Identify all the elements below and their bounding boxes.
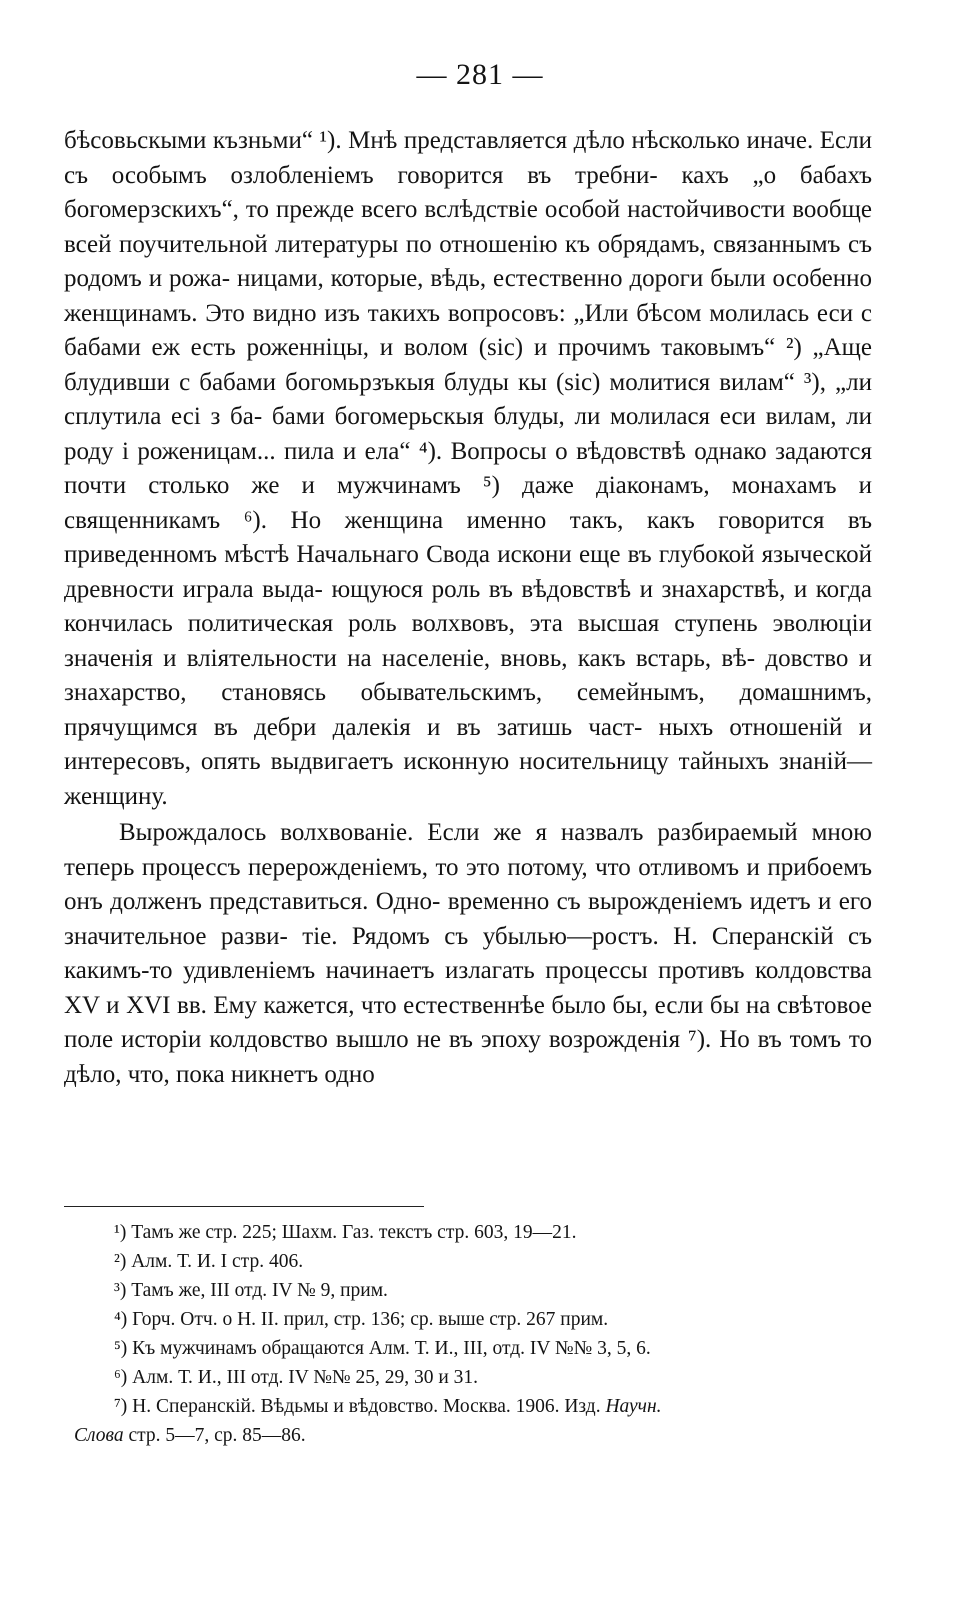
- text-line: тіе. Рядомъ съ убылью—ростъ. Н. Сперанскій съ какимъ-то: [64, 922, 873, 984]
- text-line: молилась еси с бабами еж есть роженніцы, и волом (sic) и: [64, 299, 872, 361]
- text-line: особой настойчивости вообще всей поучительной литературы: [64, 196, 873, 258]
- text-line: кахъ „о бабахъ богомерзскихъ“, то прежде всего вслѣдствіе: [64, 161, 873, 223]
- text-line: временно съ вырожденіемъ идетъ и его значительное разви-: [64, 888, 872, 950]
- footnote-3: [74, 1276, 874, 1305]
- footnote-text: Тамъ же, III отд. IV № 9, прим.: [131, 1280, 388, 1301]
- footnote-text: Н. Сперанскій. Вѣдьмы и вѣдовство. Москва. 1906. Изд.: [132, 1396, 601, 1417]
- text-line: ющуюся роль въ вѣдовствѣ и знахарствѣ, и когда кончилась: [64, 575, 872, 637]
- footnote-italic-title: Слова: [74, 1425, 124, 1446]
- footnote-2: [74, 1247, 874, 1276]
- text-line: женщинамъ. Это видно изъ такихъ вопросовъ: „Или бѣсом: [64, 299, 702, 327]
- text-line: возрожденія ⁷). Но въ томъ то дѣло, что, пока никнетъ одно: [64, 1026, 873, 1088]
- paragraph-2: [64, 816, 872, 1092]
- text-line: носительницу тайныхъ знаній—женщину.: [64, 748, 872, 810]
- footnote-mark: ³): [114, 1280, 127, 1301]
- footnote-mark: ¹): [114, 1222, 127, 1243]
- main-text: [64, 124, 872, 1092]
- text-line: довство и знахарство, становясь обывательскимъ, семейнымъ,: [64, 644, 873, 706]
- text-line: і роженицам... пила и ела“ ⁴). Вопросы о вѣдовствѣ однако: [121, 437, 767, 465]
- text-line: иначе. Если съ особымъ озлобленіемъ говорится въ требни-: [64, 127, 873, 189]
- text-line: значенія и вліятельности на населеніе, вновь, какъ встарь, вѣ-: [64, 644, 756, 672]
- footnote-4: [74, 1305, 874, 1334]
- text-line: ныхъ отношеній и интересовъ, опять выдвигаетъ исконную: [64, 713, 873, 775]
- text-line: мною теперь процессъ перерожденіемъ, то это потому,: [64, 819, 872, 881]
- text-line: бѣсовьскыми къзньми“ ¹). Мнѣ представляется дѣло нѣсколько: [64, 127, 740, 154]
- footnote-mark: ²): [114, 1251, 127, 1272]
- text-line: блуды кы (sic) молитися вилам“ ³), „ли сплутила есі з ба-: [64, 368, 872, 430]
- text-line: задаются почти столько же и мужчинамъ ⁵) даже діаконамъ,: [64, 437, 873, 499]
- text-line: какъ говорится въ приведенномъ мѣстѣ Начальнаго Свода: [64, 506, 872, 568]
- footnote-mark: ⁵): [114, 1338, 128, 1359]
- footnote-mark: ⁶): [114, 1367, 128, 1388]
- text-line: домашнимъ, прячущимся въ дебри далекія и въ затишь част-: [64, 679, 873, 741]
- text-line: XV и XVI вв. Ему кажется, что естественнѣе было бы, если: [64, 991, 704, 1019]
- text-line: по отношенію къ обрядамъ, связаннымъ съ родомъ и рожа-: [64, 230, 872, 292]
- text-line: искони еще въ глубокой языческой древности играла выда-: [64, 541, 872, 603]
- footnote-text: Тамъ же стр. 225; Шахм. Газ. текстъ стр. 603, 19—21.: [131, 1222, 577, 1243]
- footnote-text: Алм. Т. И. I стр. 406.: [131, 1251, 304, 1272]
- footnote-text: Горч. Отч. о Н. II. прил, стр. 136; ср. выше стр. 267 прим.: [132, 1309, 609, 1330]
- footnote-5: [74, 1334, 874, 1363]
- footnote-text: Къ мужчинамъ обращаются Алм. Т. И., III, отд. IV №№ 3, 5, 6.: [132, 1338, 651, 1359]
- footnote-6: [74, 1363, 874, 1392]
- text-line: прочимъ таковымъ“ ²) „Аще блудивши с бабами богомьрзъкыя: [64, 334, 872, 396]
- footnote-text: Алм. Т. И., III отд. IV №№ 25, 29, 30 и 31.: [132, 1367, 479, 1388]
- footnote-divider: [64, 1206, 424, 1207]
- footnote-italic-title: Научн.: [605, 1396, 662, 1417]
- footnote-7: [74, 1392, 874, 1421]
- text-line: монахамъ и священникамъ ⁶). Но женщина именно такъ,: [64, 472, 872, 534]
- footnote-mark: ⁴): [114, 1309, 128, 1330]
- text-line: что отливомъ и прибоемъ онъ долженъ представиться. Одно-: [64, 853, 872, 915]
- page-number: — 281 —: [416, 58, 544, 91]
- footnote-text: стр. 5—7, ср. 85—86.: [123, 1425, 306, 1446]
- footnotes: [74, 1218, 874, 1450]
- footnote-mark: ⁷): [114, 1396, 128, 1417]
- text-line: бами богомерьскыя блуды, ли молилася еси вилам, ли роду: [64, 403, 872, 465]
- text-line: Вырождалось волхвованіе. Если же я назвалъ разбираемый: [119, 819, 798, 846]
- footnote-7-continuation: [74, 1421, 874, 1450]
- paragraph-1: [64, 124, 872, 814]
- text-line: политическая роль волхвовъ, эта высшая ступень эволюціи: [187, 610, 873, 637]
- text-line: бы на свѣтовое поле исторіи колдовство вышло не въ эпоху: [64, 991, 872, 1053]
- footnote-1: [74, 1218, 874, 1247]
- text-line: ницами, которые, вѣдь, естественно дороги были особенно: [237, 265, 873, 292]
- text-line: удивленіемъ начинаетъ излагать процессы противъ колдовства: [183, 957, 873, 984]
